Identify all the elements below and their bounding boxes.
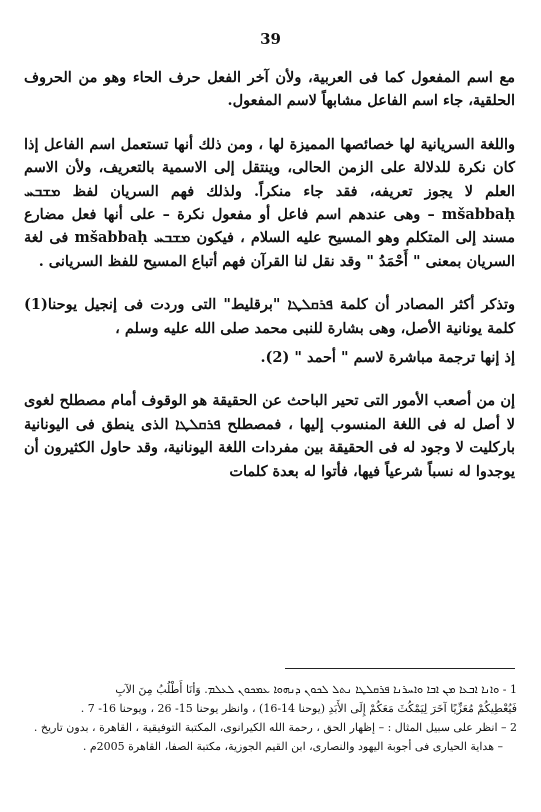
paragraph: إن من أصعب الأمور التى تحير الباحث عن الحقيقة هو الوقوف أمام مصطلح لغوى لا أصل له فى اللغة المنسوب إليها ، فمصطلح ܦܪܩܠܛܐ الذى ينطق فى اليونانية باركليت لا وجود له فى الحقيقة بين مفردات اللغة اليونانية، وقد حاول الكثيرون أن يوجدوا له نسباً شرعياً فيها، فأتوا له بعدة كلمات (24, 392, 515, 480)
main-text (24, 66, 515, 503)
paragraph: واللغة السريانية لها خصائصها المميزة لها ، ومن ذلك أنها تستعمل اسم الفاعل إذا كان نكرة للدلالة على الزمن الحالى، وينتقل إلى الاسمية بالتعريف، ولأن الاسم العلم لا يجوز تعريفه، فقد جاء منكراً. ولذلك فهم السريان لفظ ܡܫܒܚ mšabbaḥ – وهى عندهم اسم فاعل أو مفعول نكرة – على أنها فعل مضارع مسند إلى المتكلم وهو المسيح عليه السلام ، فيكون ܡܫܒܚ mšabbaḥ فى لغة السريان بمعنى " أَحْمَدُ " وقد نقل لنا القرآن فهم أتباع المسيح للفظ السريانى . (24, 135, 515, 270)
footnote-line: فَيُعْطِيكُمْ مُعَزِّيًا آخَرَ لِيَمْكُثَ مَعَكُمْ إِلَى الأَبَدِ (يوحنا 14-16) ، وانظر يوحنا 15- 26 ، ويوحنا 16- 7 . (80, 702, 517, 715)
paragraph: مع اسم المفعول كما فى العربية، ولأن آخر الفعل حرف الحاء وهو من الحروف الحلقية، جاء اسم الفاعل مشابهاً لاسم المفعول. (24, 69, 515, 110)
paragraph: وتذكر أكثر المصادر أن كلمة ܦܪܩܠܛܐ "برقليط" التى وردت فى إنجيل يوحنا(1) كلمة يونانية الأصل، وهى بشارة للنبى محمد صلى الله عليه وسلم ، (24, 296, 515, 337)
paragraph: إذ إنها ترجمة مباشرة لاسم " أحمد " (2). (260, 349, 515, 367)
page-number: 39 (260, 30, 281, 48)
footnote-line: 1 - ܘܐܢܐ ܐܒܥܐ ܡܢ ܐܒܐ ܘܐܚܪܢܐ ܦܪܩܠܛܐ ܢܬܠ ܠܟܘܢ ܕܢܗܘܐ ܥܡܟܘܢ ܠܥܠܡ. وَأنَا أَطْلُبُ مِنَ الآبِ (115, 683, 517, 696)
footnote-line: – هداية الحيارى فى أجوبة اليهود والنصارى، ابن القيم الجوزية، مكتبة الصفا، القاهرة 2005م . (82, 740, 503, 753)
footnotes (22, 680, 517, 756)
footnote-divider (285, 668, 515, 669)
footnote-line: 2 – انظر على سبيل المثال : – إظهار الحق ، رحمة الله الكيرانوى، المكتبة التوفيقية ، القاهرة ، بدون تاريخ . (33, 721, 517, 734)
